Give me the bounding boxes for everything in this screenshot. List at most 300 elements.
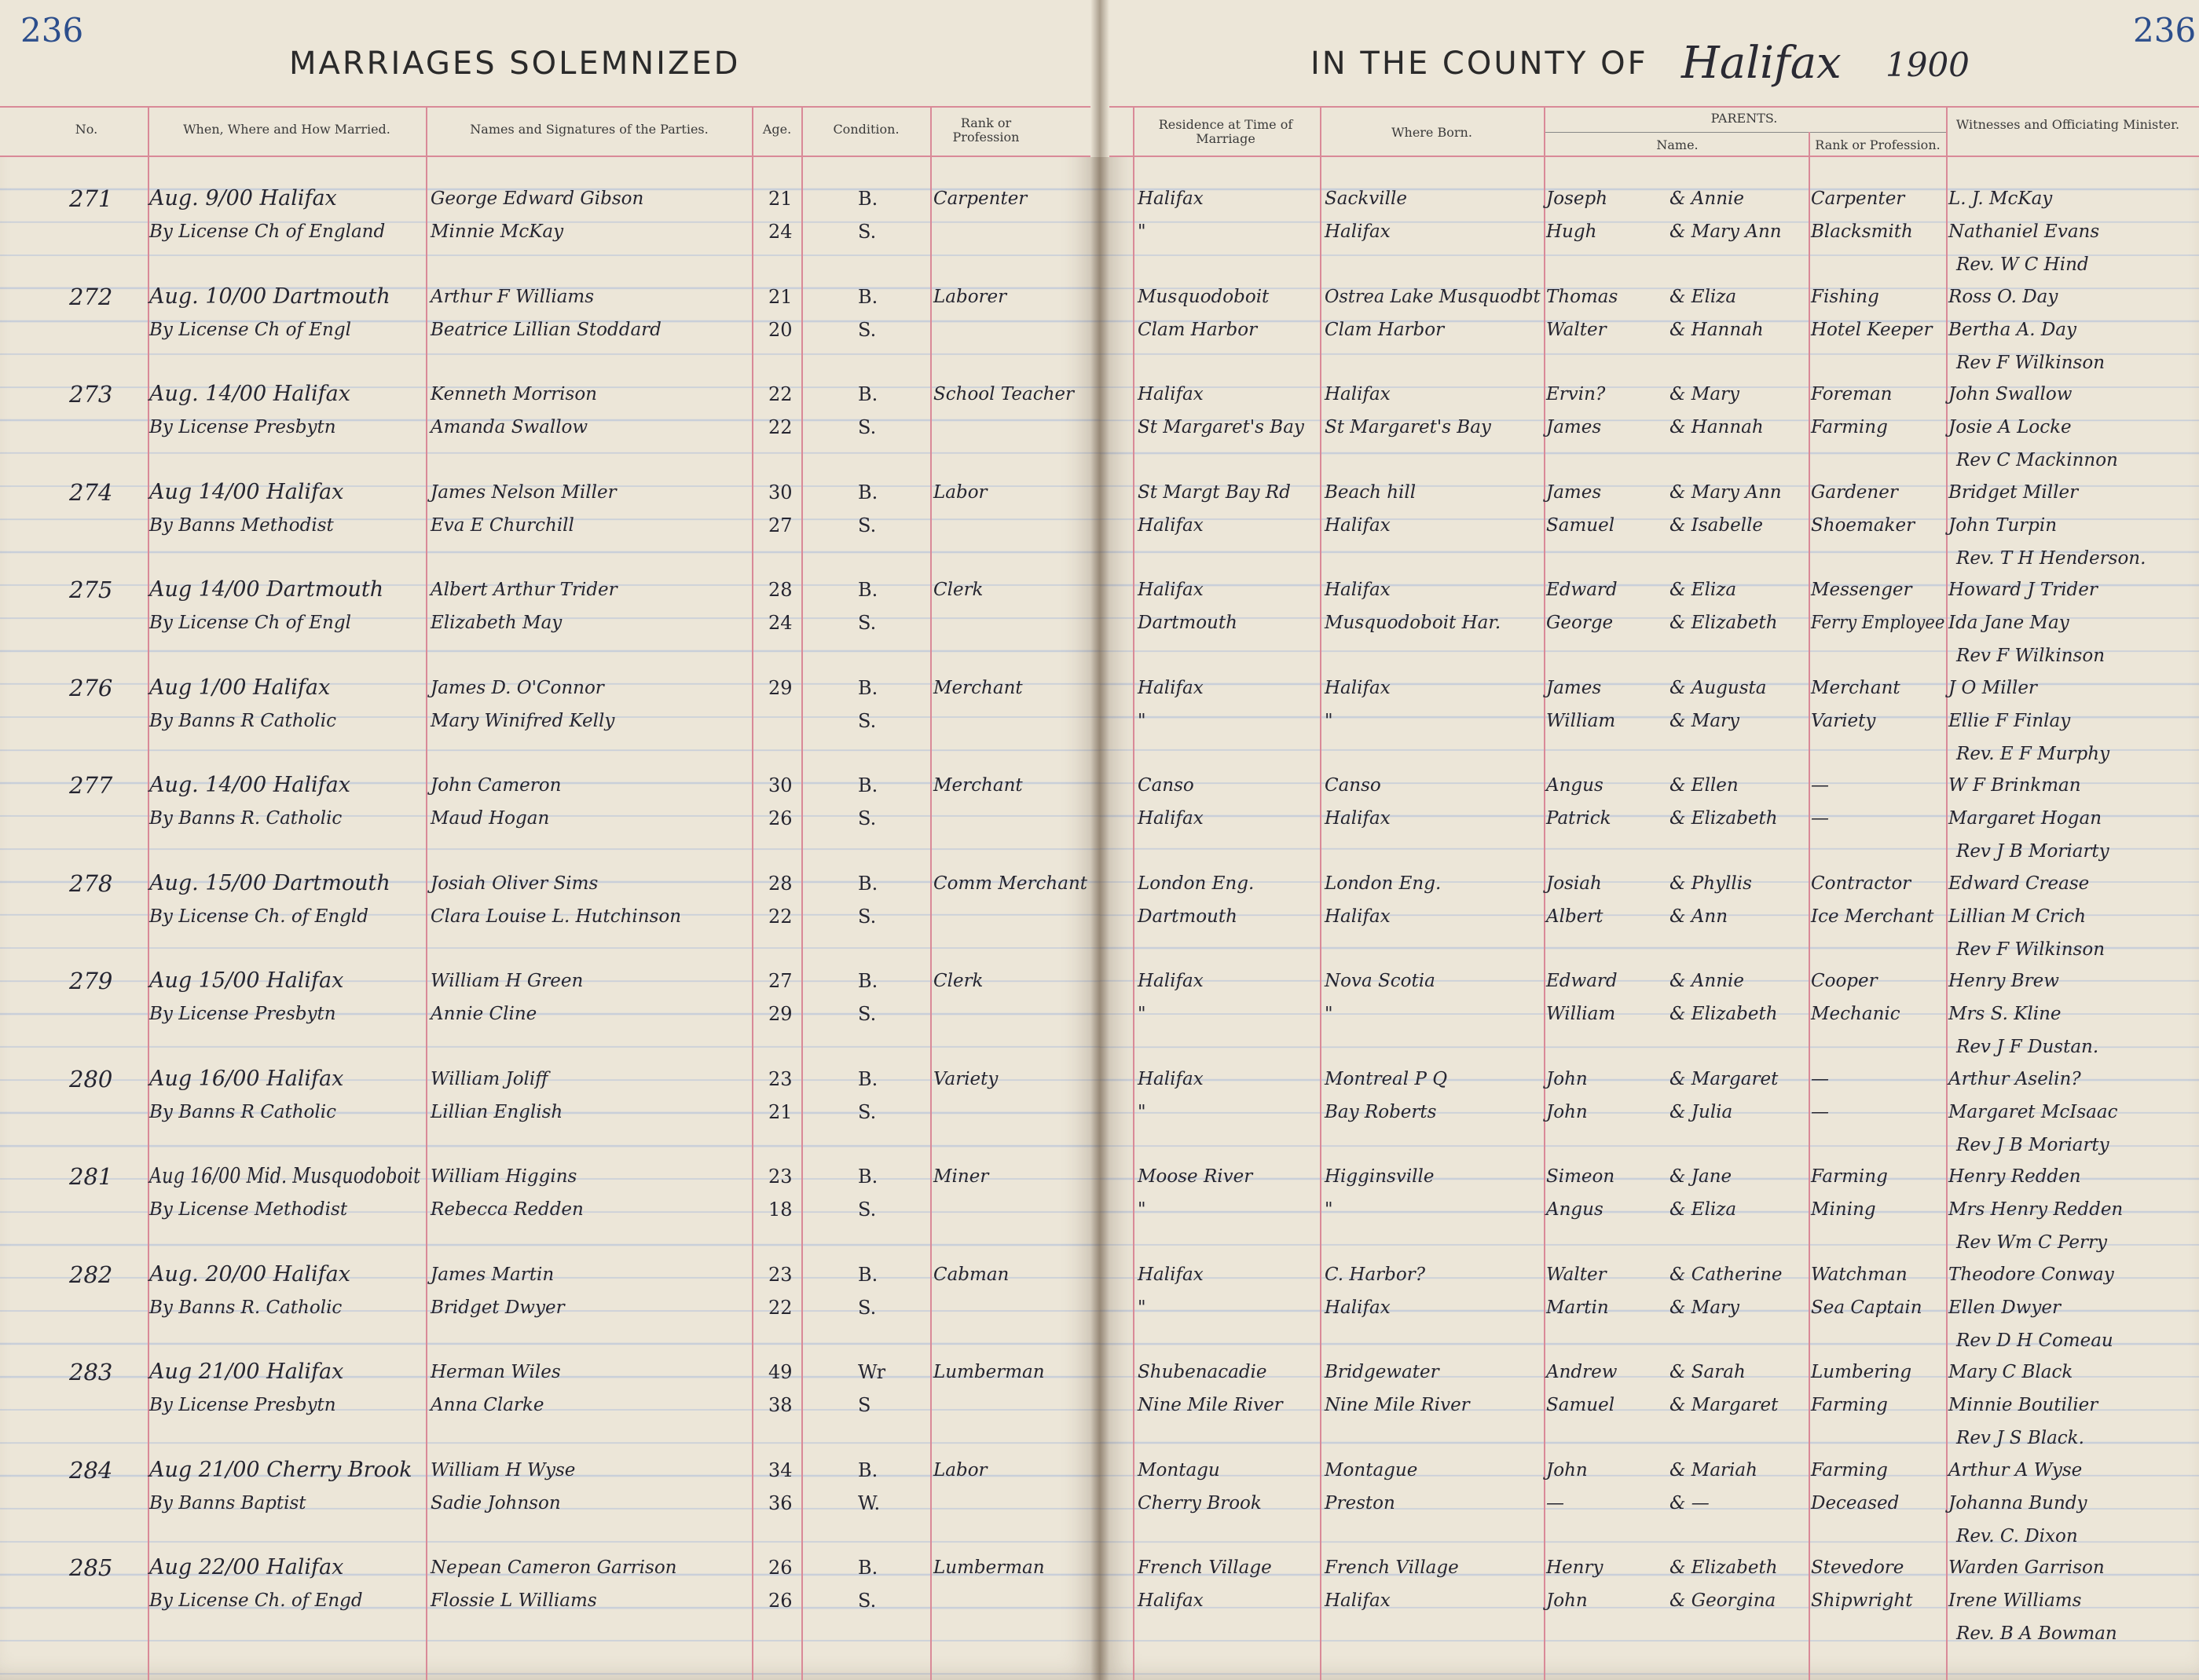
bride-age: 27 xyxy=(768,514,793,536)
groom-father: Josiah xyxy=(1546,873,1602,894)
col-header-witnesses: Witnesses and Officiating Minister. xyxy=(1955,117,2180,132)
groom-name: Arthur F Williams xyxy=(431,286,595,307)
record-number: 278 xyxy=(69,869,113,897)
groom-name: William Joliff xyxy=(431,1068,548,1089)
record-date-place: Aug 1/00 Halifax xyxy=(149,675,331,700)
witness-2: Johanna Bundy xyxy=(1948,1492,2087,1513)
groom-condition: B. xyxy=(858,676,878,699)
groom-name: Albert Arthur Trider xyxy=(431,580,618,600)
bride-condition: S xyxy=(858,1394,871,1416)
groom-birthplace: Montreal P Q xyxy=(1325,1068,1448,1089)
groom-name: James Martin xyxy=(431,1264,555,1285)
record-number: 283 xyxy=(69,1359,113,1385)
record-date-place: Aug. 20/00 Halifax xyxy=(149,1261,350,1287)
col-header-parents-rank: Rank or Profession. xyxy=(1815,137,1941,152)
groom-parent-rank: Stevedore xyxy=(1811,1557,1904,1578)
bride-condition: S. xyxy=(858,1003,877,1025)
bride-name: Lillian English xyxy=(431,1101,563,1122)
groom-mother: & Annie xyxy=(1669,971,1744,991)
bride-mother: & — xyxy=(1669,1492,1710,1513)
bride-birthplace: Preston xyxy=(1325,1492,1395,1513)
bride-parent-rank: Farming xyxy=(1811,1395,1888,1415)
witness-1: L. J. McKay xyxy=(1948,188,2053,209)
groom-name: James Nelson Miller xyxy=(431,481,617,503)
groom-age: 28 xyxy=(768,579,793,601)
record-date-place: Aug. 10/00 Dartmouth xyxy=(149,284,390,309)
col-header-born: Where Born. xyxy=(1391,125,1472,140)
record-how-married: By License Presbytn xyxy=(149,1004,336,1024)
groom-mother: & Mary Ann xyxy=(1669,481,1782,503)
bride-residence: Dartmouth xyxy=(1138,613,1237,633)
groom-age: 30 xyxy=(768,774,793,796)
col-header-residence: Residence at Time of Marriage xyxy=(1158,117,1293,146)
groom-rank: Lumberman xyxy=(933,1362,1045,1382)
groom-father: Thomas xyxy=(1546,286,1618,307)
bride-condition: W. xyxy=(858,1492,881,1514)
groom-name: George Edward Gibson xyxy=(431,188,644,209)
bride-age: 22 xyxy=(768,1296,793,1319)
groom-name: William H Green xyxy=(431,971,584,991)
groom-residence: St Margt Bay Rd xyxy=(1138,481,1291,503)
witness-1: Arthur Aselin? xyxy=(1948,1068,2081,1089)
groom-rank: Cabman xyxy=(933,1264,1010,1285)
groom-mother: & Mariah xyxy=(1669,1459,1757,1481)
groom-age: 21 xyxy=(768,285,793,308)
witness-1: Edward Crease xyxy=(1948,873,2090,894)
groom-father: Andrew xyxy=(1546,1362,1618,1382)
groom-condition: B. xyxy=(858,285,878,308)
groom-condition: B. xyxy=(858,774,878,796)
groom-residence: Canso xyxy=(1138,775,1194,796)
bride-residence: " xyxy=(1138,221,1146,242)
groom-mother: & Eliza xyxy=(1669,580,1737,600)
groom-father: John xyxy=(1546,1068,1588,1089)
groom-birthplace: French Village xyxy=(1325,1557,1459,1578)
bride-parent-rank: Variety xyxy=(1811,710,1876,731)
record-date-place: Aug 21/00 Cherry Brook xyxy=(149,1457,412,1482)
officiating-minister: Rev. C. Dixon xyxy=(1956,1525,2078,1546)
bride-birthplace: " xyxy=(1325,1199,1333,1220)
bride-condition: S. xyxy=(858,416,877,438)
bride-father: William xyxy=(1546,710,1616,731)
witness-2: Irene Williams xyxy=(1948,1590,2082,1611)
groom-residence: Halifax xyxy=(1138,384,1204,404)
record-date-place: Aug. 15/00 Dartmouth xyxy=(149,870,390,895)
groom-residence: Halifax xyxy=(1138,1264,1204,1285)
record-date-place: Aug 14/00 Halifax xyxy=(149,479,344,504)
groom-parent-rank: Lumbering xyxy=(1811,1362,1912,1382)
witness-2: Mrs Henry Redden xyxy=(1948,1199,2124,1220)
record-how-married: By Banns R Catholic xyxy=(149,710,336,731)
record-number: 280 xyxy=(69,1065,113,1093)
groom-name: James D. O'Connor xyxy=(431,677,604,698)
groom-condition: B. xyxy=(858,1263,878,1286)
groom-condition: B. xyxy=(858,1557,878,1579)
groom-mother: & Phyllis xyxy=(1669,873,1752,894)
bride-mother: & Mary xyxy=(1669,710,1740,731)
bride-residence: " xyxy=(1138,1101,1146,1122)
bride-condition: S. xyxy=(858,612,877,634)
groom-condition: B. xyxy=(858,872,878,895)
bride-father: Samuel xyxy=(1546,514,1615,536)
bride-birthplace: St Margaret's Bay xyxy=(1325,417,1491,437)
record-how-married: By License Ch of Engl xyxy=(149,613,351,633)
bride-name: Amanda Swallow xyxy=(431,417,588,437)
record-number: 272 xyxy=(69,283,113,310)
bride-father: Samuel xyxy=(1546,1395,1615,1415)
officiating-minister: Rev. T H Henderson. xyxy=(1956,547,2146,569)
record-number: 281 xyxy=(69,1163,113,1190)
bride-parent-rank: Mining xyxy=(1811,1199,1876,1220)
bride-name: Minnie McKay xyxy=(431,221,564,242)
bride-birthplace: Halifax xyxy=(1325,808,1391,829)
groom-birthplace: C. Harbor? xyxy=(1325,1264,1426,1285)
groom-condition: B. xyxy=(858,383,878,405)
header-rule-top-left xyxy=(0,106,1090,108)
bride-birthplace: Halifax xyxy=(1325,221,1391,242)
groom-residence: Musquodoboit xyxy=(1138,286,1270,307)
col-divider xyxy=(1544,106,1545,1680)
col-header-rank: Rank or Profession xyxy=(952,115,1020,145)
witness-1: W F Brinkman xyxy=(1948,775,2081,796)
bride-parent-rank: Hotel Keeper xyxy=(1811,319,1933,340)
groom-condition: B. xyxy=(858,1459,878,1481)
record-how-married: By License Ch. of Engld xyxy=(149,906,368,927)
record-date-place: Aug 16/00 Halifax xyxy=(149,1066,344,1091)
bride-age: 26 xyxy=(768,807,793,829)
groom-birthplace: Halifax xyxy=(1325,677,1391,698)
witness-1: Theodore Conway xyxy=(1948,1264,2114,1285)
groom-name: Nepean Cameron Garrison xyxy=(431,1557,677,1578)
witness-2: Ida Jane May xyxy=(1948,613,2069,633)
county-name: Halifax xyxy=(1681,38,1842,89)
record-date-place: Aug 15/00 Halifax xyxy=(149,968,344,993)
groom-birthplace: Nova Scotia xyxy=(1325,971,1435,991)
groom-condition: B. xyxy=(858,970,878,992)
bride-mother: & Georgina xyxy=(1669,1590,1776,1611)
record-number: 271 xyxy=(69,185,113,212)
bride-residence: Clam Harbor xyxy=(1138,319,1258,340)
groom-age: 49 xyxy=(768,1361,793,1383)
record-how-married: By License Ch of England xyxy=(149,221,386,242)
bride-mother: & Ann xyxy=(1669,906,1728,927)
witness-2: Ellie F Finlay xyxy=(1948,710,2071,731)
bride-father: Angus xyxy=(1546,1199,1603,1220)
groom-father: James xyxy=(1546,677,1602,698)
bride-age: 38 xyxy=(768,1394,793,1416)
groom-birthplace: Halifax xyxy=(1325,384,1391,404)
bride-name: Annie Cline xyxy=(431,1004,537,1024)
bride-mother: & Mary Ann xyxy=(1669,221,1782,242)
col-header-when: When, Where and How Married. xyxy=(183,122,390,137)
groom-parent-rank: Watchman xyxy=(1811,1264,1908,1285)
groom-rank: Miner xyxy=(933,1166,989,1187)
page-title-right: IN THE COUNTY OF xyxy=(1310,46,1648,82)
groom-name: Kenneth Morrison xyxy=(431,384,597,404)
witness-2: Ellen Dwyer xyxy=(1948,1297,2061,1318)
groom-age: 30 xyxy=(768,481,793,503)
bride-mother: & Hannah xyxy=(1669,417,1764,437)
groom-age: 23 xyxy=(768,1263,793,1286)
record-number: 275 xyxy=(69,576,113,603)
witness-1: Henry Redden xyxy=(1948,1166,2081,1187)
bride-parent-rank: Blacksmith xyxy=(1811,221,1913,242)
groom-age: 21 xyxy=(768,188,793,210)
groom-father: Walter xyxy=(1546,1264,1607,1285)
groom-parent-rank: — xyxy=(1811,1068,1829,1089)
groom-birthplace: Ostrea Lake Musquodbt xyxy=(1325,286,1541,307)
officiating-minister: Rev J B Moriarty xyxy=(1956,841,2109,862)
col-divider xyxy=(930,106,932,1680)
bride-birthplace: Bay Roberts xyxy=(1325,1101,1437,1122)
bride-condition: S. xyxy=(858,807,877,829)
bride-residence: " xyxy=(1138,1199,1146,1220)
record-how-married: By License Ch of Engl xyxy=(149,319,351,340)
groom-parent-rank: Cooper xyxy=(1811,971,1878,991)
groom-name: William Higgins xyxy=(431,1166,577,1187)
bride-residence: Halifax xyxy=(1138,514,1204,536)
book-gutter xyxy=(1090,0,1109,1680)
bride-condition: S. xyxy=(858,1590,877,1612)
groom-parent-rank: Farming xyxy=(1811,1459,1888,1481)
groom-age: 27 xyxy=(768,970,793,992)
groom-rank: Merchant xyxy=(933,775,1023,796)
witness-2: Mrs S. Kline xyxy=(1948,1004,2062,1024)
groom-birthplace: Bridgewater xyxy=(1325,1362,1439,1382)
groom-rank: Clerk xyxy=(933,580,984,600)
witness-2: Margaret McIsaac xyxy=(1948,1101,2118,1122)
groom-parent-rank: Foreman xyxy=(1811,384,1893,404)
groom-age: 23 xyxy=(768,1067,793,1090)
bride-father: John xyxy=(1546,1590,1588,1611)
bride-condition: S. xyxy=(858,514,877,536)
groom-age: 29 xyxy=(768,676,793,699)
bride-age: 29 xyxy=(768,1003,793,1025)
groom-condition: Wr xyxy=(858,1361,886,1383)
bride-mother: & Hannah xyxy=(1669,319,1764,340)
groom-mother: & Annie xyxy=(1669,188,1744,209)
bride-age: 24 xyxy=(768,221,793,243)
groom-condition: B. xyxy=(858,579,878,601)
col-header-age: Age. xyxy=(762,122,792,137)
witness-1: John Swallow xyxy=(1948,384,2073,404)
groom-birthplace: Sackville xyxy=(1325,188,1407,209)
groom-mother: & Margaret xyxy=(1669,1068,1779,1089)
bride-condition: S. xyxy=(858,709,877,732)
bride-name: Elizabeth May xyxy=(431,613,563,633)
groom-parent-rank: Carpenter xyxy=(1811,188,1905,209)
bride-mother: & Julia xyxy=(1669,1101,1733,1122)
groom-mother: & Sarah xyxy=(1669,1362,1746,1382)
col-divider xyxy=(1809,132,1810,1680)
bride-condition: S. xyxy=(858,905,877,928)
groom-parent-rank: Farming xyxy=(1811,1166,1888,1187)
bride-father: Walter xyxy=(1546,319,1607,340)
groom-father: James xyxy=(1546,481,1602,503)
bride-name: Anna Clarke xyxy=(431,1395,544,1415)
groom-mother: & Catherine xyxy=(1669,1264,1783,1285)
groom-residence: London Eng. xyxy=(1138,873,1255,894)
bride-parent-rank: Deceased xyxy=(1811,1492,1900,1513)
groom-mother: & Augusta xyxy=(1669,677,1767,698)
bride-birthplace: Halifax xyxy=(1325,514,1391,536)
groom-mother: & Elizabeth xyxy=(1669,1557,1778,1578)
col-divider xyxy=(1133,106,1134,1680)
bride-parent-rank: Mechanic xyxy=(1811,1004,1900,1024)
witness-1: Ross O. Day xyxy=(1948,286,2058,307)
witness-1: Henry Brew xyxy=(1948,971,2059,991)
bride-age: 24 xyxy=(768,612,793,634)
groom-residence: Shubenacadie xyxy=(1138,1362,1267,1382)
groom-residence: Halifax xyxy=(1138,580,1204,600)
record-number: 282 xyxy=(69,1261,113,1288)
bride-residence: " xyxy=(1138,710,1146,731)
bride-age: 18 xyxy=(768,1199,793,1221)
header-rule-top-right xyxy=(1109,106,2199,108)
officiating-minister: Rev J S Black. xyxy=(1956,1428,2084,1448)
bride-condition: S. xyxy=(858,1100,877,1123)
groom-mother: & Jane xyxy=(1669,1166,1732,1187)
col-header-condition: Condition. xyxy=(833,122,900,137)
bride-name: Flossie L Williams xyxy=(431,1590,597,1611)
record-how-married: By Banns R. Catholic xyxy=(149,1297,343,1318)
groom-father: John xyxy=(1546,1459,1588,1481)
witness-2: Margaret Hogan xyxy=(1948,808,2102,829)
bride-condition: S. xyxy=(858,1296,877,1319)
record-number: 277 xyxy=(69,772,113,799)
groom-rank: Lumberman xyxy=(933,1557,1045,1578)
bride-residence: Nine Mile River xyxy=(1138,1395,1283,1415)
col-header-parents-name: Name. xyxy=(1656,137,1699,152)
officiating-minister: Rev. W C Hind xyxy=(1956,254,2089,275)
groom-father: Simeon xyxy=(1546,1166,1615,1187)
groom-father: Edward xyxy=(1546,580,1618,600)
groom-birthplace: London Eng. xyxy=(1325,873,1442,894)
groom-name: John Cameron xyxy=(431,775,562,796)
record-how-married: By License Ch. of Engd xyxy=(149,1590,363,1611)
header-rule-bottom-right xyxy=(1109,156,2199,157)
bride-name: Mary Winifred Kelly xyxy=(431,710,615,731)
bride-parent-rank: Farming xyxy=(1811,417,1888,437)
parents-rule xyxy=(1544,132,1946,133)
groom-name: Herman Wiles xyxy=(431,1362,561,1382)
witness-1: Warden Garrison xyxy=(1948,1557,2105,1578)
groom-parent-rank: Messenger xyxy=(1811,580,1912,600)
groom-residence: Halifax xyxy=(1138,677,1204,698)
bride-parent-rank: Sea Captain xyxy=(1811,1297,1922,1318)
bride-mother: & Mary xyxy=(1669,1297,1740,1318)
bride-age: 22 xyxy=(768,905,793,928)
groom-rank: Labor xyxy=(933,1459,988,1481)
officiating-minister: Rev J F Dustan. xyxy=(1956,1037,2099,1057)
bride-birthplace: " xyxy=(1325,1004,1333,1024)
record-date-place: Aug 21/00 Halifax xyxy=(149,1360,344,1384)
witness-1: Arthur A Wyse xyxy=(1948,1459,2083,1481)
record-date-place: Aug 22/00 Halifax xyxy=(149,1555,344,1579)
bride-father: Martin xyxy=(1546,1297,1609,1318)
bride-residence: Halifax xyxy=(1138,808,1204,829)
officiating-minister: Rev. B A Bowman xyxy=(1956,1623,2117,1644)
witness-1: J O Miller xyxy=(1948,677,2037,698)
groom-age: 28 xyxy=(768,872,793,895)
record-how-married: By Banns Methodist xyxy=(149,514,334,536)
groom-rank: Carpenter xyxy=(933,188,1028,209)
groom-rank: Laborer xyxy=(933,286,1007,307)
bride-name: Beatrice Lillian Stoddard xyxy=(431,319,662,340)
col-header-no: No. xyxy=(75,122,98,137)
groom-birthplace: Montague xyxy=(1325,1459,1418,1481)
groom-age: 26 xyxy=(768,1557,793,1579)
bride-birthplace: Halifax xyxy=(1325,1297,1391,1318)
bride-birthplace: Nine Mile River xyxy=(1325,1395,1470,1415)
record-how-married: By Banns R. Catholic xyxy=(149,808,343,829)
groom-parent-rank: Contractor xyxy=(1811,873,1911,894)
bride-father: Hugh xyxy=(1546,221,1597,242)
bride-father: George xyxy=(1546,613,1614,633)
groom-residence: Halifax xyxy=(1138,971,1204,991)
groom-name: Josiah Oliver Sims xyxy=(431,873,599,894)
col-divider xyxy=(801,106,803,1680)
bride-residence: Cherry Brook xyxy=(1138,1492,1262,1513)
groom-rank: Clerk xyxy=(933,971,984,991)
bride-residence: " xyxy=(1138,1297,1146,1318)
groom-father: Ervin? xyxy=(1546,384,1606,404)
groom-father: Henry xyxy=(1546,1557,1603,1578)
bride-age: 20 xyxy=(768,318,793,341)
witness-2: Nathaniel Evans xyxy=(1948,221,2100,242)
record-date-place: Aug. 9/00 Halifax xyxy=(149,186,337,210)
witness-1: Howard J Trider xyxy=(1948,580,2098,600)
bride-residence: Dartmouth xyxy=(1138,906,1237,927)
groom-condition: B. xyxy=(858,1166,878,1188)
officiating-minister: Rev J B Moriarty xyxy=(1956,1134,2109,1155)
record-how-married: By License Presbytn xyxy=(149,417,336,437)
record-how-married: By License Methodist xyxy=(149,1199,348,1220)
record-number: 274 xyxy=(69,478,113,506)
groom-rank: Comm Merchant xyxy=(933,873,1087,894)
groom-residence: Montagu xyxy=(1138,1459,1220,1481)
bride-parent-rank: — xyxy=(1811,808,1829,829)
col-header-names: Names and Signatures of the Parties. xyxy=(470,122,709,137)
bride-residence: St Margaret's Bay xyxy=(1138,417,1304,437)
col-divider xyxy=(1946,106,1948,1680)
bride-father: William xyxy=(1546,1004,1616,1024)
officiating-minister: Rev C Mackinnon xyxy=(1956,450,2118,470)
page-number-left: 236 xyxy=(20,11,84,49)
groom-birthplace: Beach hill xyxy=(1325,481,1417,503)
witness-1: Mary C Black xyxy=(1948,1362,2073,1382)
groom-birthplace: Halifax xyxy=(1325,580,1391,600)
officiating-minister: Rev F Wilkinson xyxy=(1956,352,2106,373)
col-header-parents: PARENTS. xyxy=(1710,111,1778,126)
bride-parent-rank: Shipwright xyxy=(1811,1590,1913,1611)
groom-mother: & Mary xyxy=(1669,384,1740,404)
record-how-married: By Banns R Catholic xyxy=(149,1101,336,1122)
witness-2: Lillian M Crich xyxy=(1948,906,2087,927)
bride-mother: & Elizabeth xyxy=(1669,808,1778,829)
bride-birthplace: Halifax xyxy=(1325,906,1391,927)
bride-parent-rank: — xyxy=(1811,1101,1829,1122)
bride-condition: S. xyxy=(858,221,877,243)
bride-father: — xyxy=(1546,1492,1564,1513)
bride-residence: Halifax xyxy=(1138,1590,1204,1611)
officiating-minister: Rev Wm C Perry xyxy=(1956,1232,2107,1253)
bride-parent-rank: Ferry Employee xyxy=(1811,613,1945,633)
bride-mother: & Eliza xyxy=(1669,1199,1737,1220)
officiating-minister: Rev F Wilkinson xyxy=(1956,646,2106,666)
bride-age: 21 xyxy=(768,1100,793,1123)
groom-residence: Halifax xyxy=(1138,1068,1204,1089)
